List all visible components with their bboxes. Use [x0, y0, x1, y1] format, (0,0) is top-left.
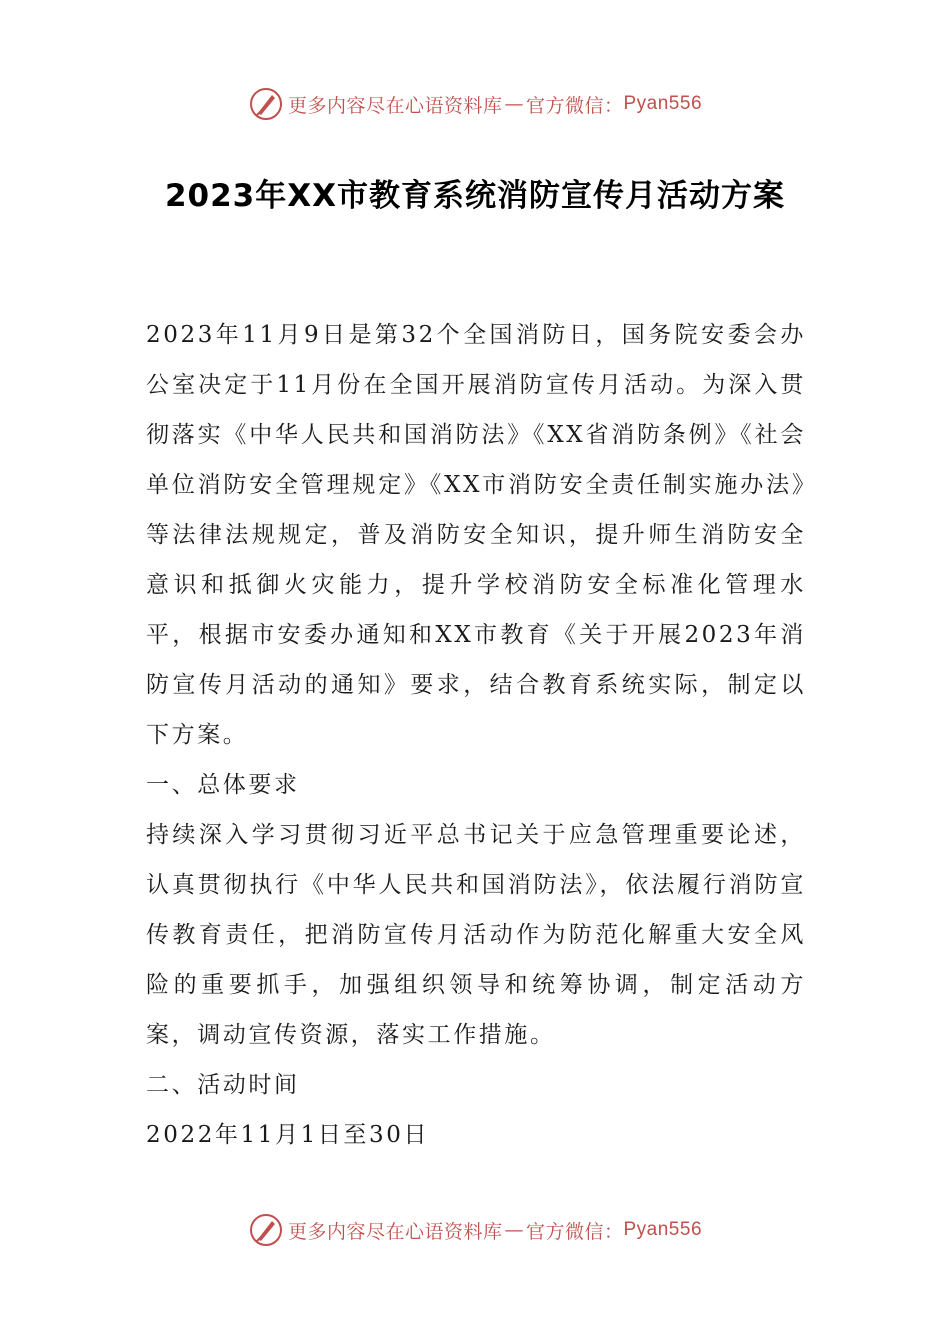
quill-logo-icon — [248, 1212, 284, 1248]
banner-site-name: 更多内容尽在心语资料库 — [287, 1220, 503, 1243]
banner-separator: — — [504, 1219, 524, 1241]
banner-contact-label: 官方微信： — [525, 94, 624, 117]
document-body — [146, 310, 806, 1160]
banner-contact-label: 官方微信： — [525, 1220, 624, 1243]
document-title: 2023年XX市教育系统消防宣传月活动方案 — [164, 178, 786, 214]
quill-logo-icon — [248, 86, 284, 122]
section-heading-general-requirements: 一、总体要求 — [146, 772, 300, 798]
footer-watermark-banner — [0, 1210, 950, 1250]
header-watermark-banner — [0, 84, 950, 124]
banner-wechat-id: Pyan556 — [623, 1219, 703, 1240]
general-requirements-paragraph: 持续深入学习贯彻习近平总书记关于应急管理重要论述，认真贯彻执行《中华人民共和国消防法》，依法履行消防宣传教育责任，把消防宣传月活动作为防范化解重大安全风险的重要抓手，加强组织领导和统筹协调，制定活动方案，调动宣传资源，落实工作措施。 — [146, 822, 806, 1048]
section-heading-activity-time: 二、活动时间 — [146, 1072, 300, 1098]
intro-paragraph: 2023年11月9日是第32个全国消防日，国务院安委会办公室决定于11月份在全国开展消防宣传月活动。为深入贯彻落实《中华人民共和国消防法》《XX省消防条例》《社会单位消防安全管理规定》《XX市消防安全责任制实施办法》等法律法规规定，普及消防安全知识，提升师生消防安全意识和抵御火灾能力，提升学校消防安全标准化管理水平，根据市安委办通知和XX市教育《关于开展2023年消防宣传月活动的通知》要求，结合教育系统实际，制定以下方案。 — [146, 322, 806, 748]
banner-separator: — — [504, 93, 524, 115]
banner-site-name: 更多内容尽在心语资料库 — [287, 94, 503, 117]
banner-wechat-id: Pyan556 — [623, 93, 703, 114]
activity-time-paragraph: 2022年11月1日至30日 — [146, 1122, 430, 1148]
